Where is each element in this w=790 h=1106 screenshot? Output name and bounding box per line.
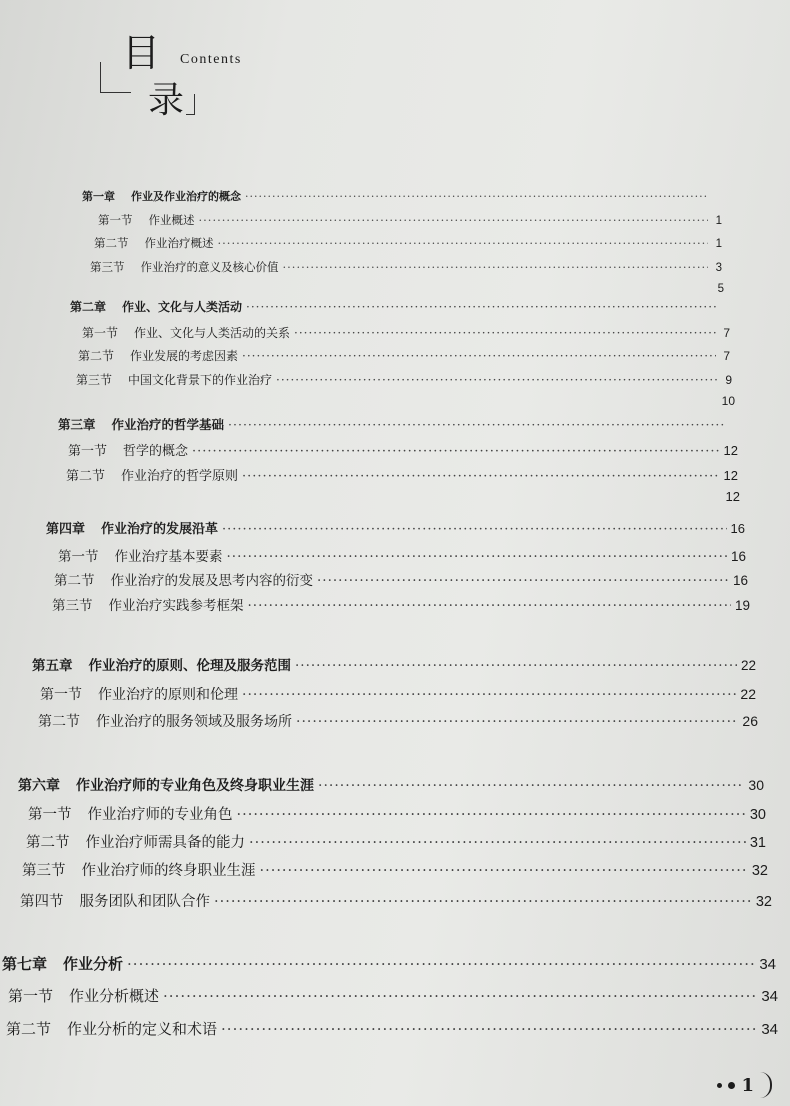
leader-dots (260, 863, 748, 879)
section-title: 哲学的概念 (123, 444, 189, 459)
leader-dots (163, 987, 757, 1005)
toc-section-row[interactable] (38, 711, 758, 731)
toc-chapter-row[interactable] (58, 415, 740, 433)
footer-arc-icon (760, 1072, 772, 1098)
section-number: 第一节 (28, 807, 72, 823)
chapter-title: 作业治疗的发展沿革 (101, 522, 219, 537)
leader-dots (237, 807, 746, 823)
section-title: 作业治疗的服务领域及服务场所 (96, 714, 292, 730)
section-number: 第二节 (94, 236, 129, 250)
section-title: 作业治疗师的专业角色 (87, 807, 233, 823)
leader-dots (221, 1020, 757, 1038)
chapter-number: 第四章 (46, 522, 86, 537)
leader-dots (283, 260, 709, 274)
toc-section-row[interactable] (68, 440, 738, 459)
leader-dots (296, 714, 738, 730)
toc-page-number: 19 (734, 598, 750, 613)
toc-page-number: 1 (715, 215, 722, 227)
leader-dots (214, 894, 752, 910)
toc-page-number: 12 (725, 489, 740, 504)
page-footer (717, 1072, 772, 1098)
leader-dots (127, 955, 755, 973)
leader-dots (317, 573, 729, 589)
toc-section-row[interactable] (26, 831, 766, 852)
section-title: 作业、文化与人类活动的关系 (134, 326, 291, 340)
toc-chapter-row[interactable] (2, 953, 776, 974)
toc-section-row[interactable] (40, 684, 756, 704)
leader-dots (246, 300, 716, 314)
section-number: 第四节 (20, 894, 64, 910)
section-number: 第二节 (6, 1020, 52, 1038)
toc-section-row[interactable] (20, 890, 772, 911)
chapter-title: 作业及作业治疗的概念 (131, 190, 241, 203)
toc-chapter-row[interactable] (32, 654, 756, 674)
chapter-title: 作业治疗的原则、伦理及服务范围 (88, 658, 291, 674)
leader-dots (227, 549, 727, 565)
chapter-title: 作业治疗师的专业角色及终身职业生涯 (76, 778, 314, 794)
toc-page-number: 3 (715, 262, 722, 274)
toc-page-number: 30 (749, 807, 766, 823)
leader-dots (245, 190, 708, 203)
section-number: 第二节 (54, 573, 95, 589)
section-number: 第二节 (66, 469, 106, 484)
toc-page-number: 5 (717, 283, 724, 295)
toc-section-row[interactable] (94, 235, 722, 251)
toc-page-number: 16 (732, 573, 748, 588)
section-title: 作业发展的考虑因素 (130, 349, 239, 363)
section-title: 作业治疗的原则和伦理 (98, 687, 238, 703)
toc-section-row[interactable] (90, 259, 722, 275)
chapter-title: 作业分析 (63, 955, 124, 973)
leader-dots (248, 598, 731, 614)
toc-page-number: 34 (759, 956, 776, 973)
toc-page-number: 32 (755, 894, 772, 910)
footer-dot-icon (717, 1083, 722, 1088)
leader-dots (249, 835, 746, 851)
chapter-number: 第二章 (70, 300, 107, 314)
section-number: 第一节 (58, 549, 99, 565)
section-title: 作业分析的定义和术语 (67, 1020, 218, 1038)
toc-page-number: 1 (715, 238, 722, 250)
toc-section-row[interactable] (78, 347, 730, 364)
header-subtitle: Contents (180, 52, 242, 67)
toc-page-number: 7 (723, 326, 730, 340)
toc-page-number: 10 (721, 394, 735, 408)
section-title: 作业治疗实践参考框架 (108, 598, 244, 614)
toc-page-number: 22 (740, 686, 756, 702)
leader-dots (218, 236, 709, 250)
toc-chapter-row[interactable] (70, 298, 730, 315)
section-number: 第三节 (52, 598, 93, 614)
leader-dots (199, 213, 709, 227)
section-title: 作业治疗概述 (144, 236, 214, 250)
chapter-number: 第七章 (2, 955, 48, 973)
toc-page-number: 30 (748, 777, 764, 793)
section-number: 第二节 (26, 835, 70, 851)
chapter-number: 第五章 (32, 658, 73, 674)
section-number: 第三节 (90, 260, 125, 274)
toc-page-number: 16 (730, 521, 745, 536)
section-number: 第一节 (40, 687, 82, 703)
chapter-number: 第一章 (82, 190, 115, 203)
toc-page-number: 7 (723, 349, 730, 363)
toc-chapter-row[interactable] (18, 775, 764, 795)
section-number: 第一节 (98, 213, 133, 227)
leader-dots (294, 326, 716, 340)
section-title: 作业治疗基本要素 (114, 549, 223, 565)
toc-page-number: 12 (723, 468, 738, 483)
footer-dot-icon (728, 1082, 735, 1089)
section-number: 第三节 (22, 863, 66, 879)
toc-page-number: 22 (740, 658, 756, 673)
leader-dots (295, 658, 737, 674)
toc-section-row[interactable] (28, 803, 766, 824)
section-title: 作业概述 (148, 213, 195, 227)
leader-dots (318, 778, 744, 794)
section-title: 作业治疗师需具备的能力 (85, 835, 245, 851)
toc-section-row[interactable] (82, 324, 730, 341)
toc-page-number: 34 (761, 1021, 778, 1038)
section-title: 作业治疗师的终身职业生涯 (81, 863, 256, 879)
leader-dots (192, 444, 720, 459)
section-number: 第二节 (38, 714, 80, 730)
section-title: 服务团队和团队合作 (79, 894, 210, 910)
footer-page-number: 1 (741, 1074, 754, 1096)
section-title: 作业分析概述 (69, 987, 160, 1005)
section-number: 第一节 (68, 444, 108, 459)
toc-page-number: 16 (730, 549, 746, 564)
toc-page-number: 32 (751, 863, 768, 879)
toc-chapter-row[interactable] (46, 518, 745, 537)
toc-section-row[interactable] (66, 465, 738, 484)
toc-page-number: 9 (725, 373, 732, 387)
toc-section-row[interactable] (52, 594, 750, 614)
chapter-title: 作业、文化与人类活动 (122, 300, 243, 314)
toc-section-row[interactable] (22, 859, 768, 880)
section-number: 第三节 (76, 373, 113, 387)
toc-section-row[interactable] (8, 985, 778, 1006)
toc-section-row[interactable] (6, 1018, 778, 1039)
chapter-number: 第六章 (18, 778, 60, 794)
leader-dots (222, 522, 727, 537)
toc-section-row[interactable] (98, 212, 722, 228)
toc-chapter-row[interactable] (82, 188, 722, 204)
leader-dots (276, 373, 718, 387)
toc-page-number: 12 (723, 443, 738, 458)
header-title-bottom: 录 (148, 80, 185, 121)
section-number: 第一节 (82, 326, 119, 340)
leader-dots (242, 687, 736, 703)
toc-section-row[interactable] (54, 569, 748, 589)
section-number: 第一节 (8, 987, 54, 1005)
section-title: 作业治疗的哲学原则 (121, 469, 239, 484)
leader-dots (228, 417, 726, 432)
toc-section-row[interactable] (58, 545, 746, 565)
toc-page-number: 34 (761, 988, 778, 1005)
toc-page-number: 31 (749, 835, 766, 851)
toc-page-number: 26 (742, 713, 758, 729)
section-number: 第二节 (78, 349, 115, 363)
chapter-title: 作业治疗的哲学基础 (111, 417, 225, 432)
leader-dots (242, 469, 720, 484)
section-title: 中国文化背景下的作业治疗 (128, 373, 273, 387)
header-title-top: 目 (122, 31, 161, 75)
toc-section-row[interactable] (76, 371, 732, 388)
chapter-number: 第三章 (58, 417, 96, 432)
leader-dots (242, 349, 716, 363)
section-title: 作业治疗的发展及思考内容的衍变 (110, 573, 313, 589)
section-title: 作业治疗的意义及核心价值 (140, 260, 279, 274)
